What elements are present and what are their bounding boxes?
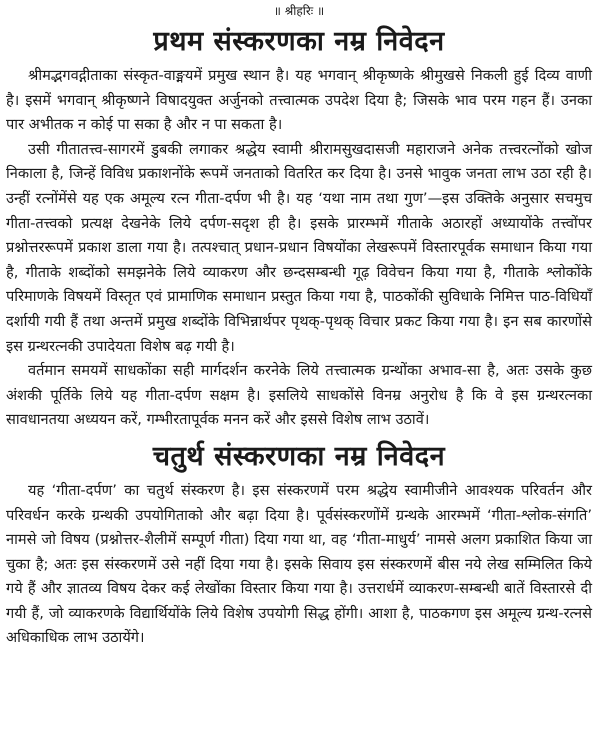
section-1-paragraph-3: वर्तमान समयमें साधकोंका सही मार्गदर्शन करनेके लिये तत्त्वात्मक ग्रन्थोंका अभाव-सा है, अतः उसके कुछ अंशकी पूर्तिके लिये यह गीता-दर्पण सक्षम है। इसलिये साधकोंसे विनम्र अनुरोध है कि वे इस ग्रन्थरत्नका सावधानतया अध्ययन करें, गम्भीरतापूर्वक मनन करें और इससे विशेष लाभ उठावें। bbox=[6, 362, 592, 429]
section-1-heading: प्रथम संस्करणका नम्र निवेदन bbox=[153, 26, 445, 57]
section-2-heading: चतुर्थ संस्करणका नम्र निवेदन bbox=[152, 440, 446, 472]
section-1-paragraph-2: उसी गीतातत्त्व-सागरमें डुबकी लगाकर श्रद्धेय स्वामी श्रीरामसुखदासजी महाराजने अनेक तत्त्वरत्नोंको खोज निकाला है, जिन्हें विविध प्रकाशनोंके रूपमें जनताको वितरित कर दिया है। उनसे भावुक जनता लाभ उठा रही है। उन्हीं रत्नोंमेंसे यह एक अमूल्य रत्न गीता-दर्पण भी है। यह ‘यथा नाम तथा गुण’—इस उक्तिके अनुसार सचमुच गीता-तत्त्वको प्रत्यक्ष देखनेके लिये दर्पण-सदृश ही है। इसके प्रारम्भमें गीताके अठारहों अध्यायोंके तत्त्वोंपर प्रश्नोत्तररूपमें प्रकाश डाला गया है। तत्पश्चात् प्रधान-प्रधान विषयोंका लेखरूपमें विस्तारपूर्वक समाधान किया गया है, गीताके शब्दोंको समझनेके लिये व्याकरण और छन्दसम्बन्धी गूढ़ विवेचन किया गया है, गीताके श्लोकोंके परिमाणके विषयमें विस्तृत एवं प्रामाणिक समाधान प्रस्तुत किया गया है, पाठकोंकी सुविधाके निमित्त पाठ-विधियाँ दर्शायी गयी हैं तथा अन्तमें प्रमुख शब्दोंके विभिन्नार्थपर पृथक्-पृथक् विचार प्रकट किया गया है। इन सब कारणोंसे इस ग्रन्थरत्नकी उपादेयता विशेष बढ़ गयी है। bbox=[6, 140, 592, 355]
section-2-paragraph-1: यह ‘गीता-दर्पण’ का चतुर्थ संस्करण है। इस संस्करणमें परम श्रद्धेय स्वामीजीने आवश्यक परिवर्तन और परिवर्धन करके ग्रन्थकी उपयोगिताको और बढ़ा दिया है। पूर्वसंस्करणोंमें ग्रन्थके आरम्भमें ‘गीता-श्लोक-संगति’ नामसे जो विषय (प्रश्नोत्तर-शैलीमें सम्पूर्ण गीता) दिया गया था, वह ‘गीता-माधुर्य’ नामसे अलग प्रकाशित किया जा चुका है; अतः इस संस्करणमें उसे नहीं दिया गया है। इसके सिवाय इस संस्करणमें बीस नये लेख सम्मिलित किये गये हैं और ज्ञातव्य विषय देकर कई लेखोंका विस्तार किया गया है। उत्तरार्धमें व्याकरण-सम्बन्धी बातें विस्तारसे दी गयी हैं, जो व्याकरणके विद्यार्थियोंके लिये विशेष उपयोगी सिद्ध होंगी। आशा है, पाठकगण इस अमूल्य ग्रन्थ-रत्नसे अधिकाधिक लाभ उठायेंगे। bbox=[6, 481, 593, 647]
invocation-header: ॥ श्रीहरिः ॥ bbox=[273, 4, 325, 18]
section-1-paragraph-1: श्रीमद्भगवद्गीताका संस्कृत-वाङ्मयमें प्रमुख स्थान है। यह भगवान् श्रीकृष्णके श्रीमुखसे निकली हुई दिव्य वाणी है। इसमें भगवान् श्रीकृष्णने विषादयुक्त अर्जुनको तत्त्वात्मक उपदेश दिया है; जिसके भाव परम गहन हैं। उनका पार अभीतक न कोई पा सका है और न पा सकता है। bbox=[6, 67, 592, 134]
